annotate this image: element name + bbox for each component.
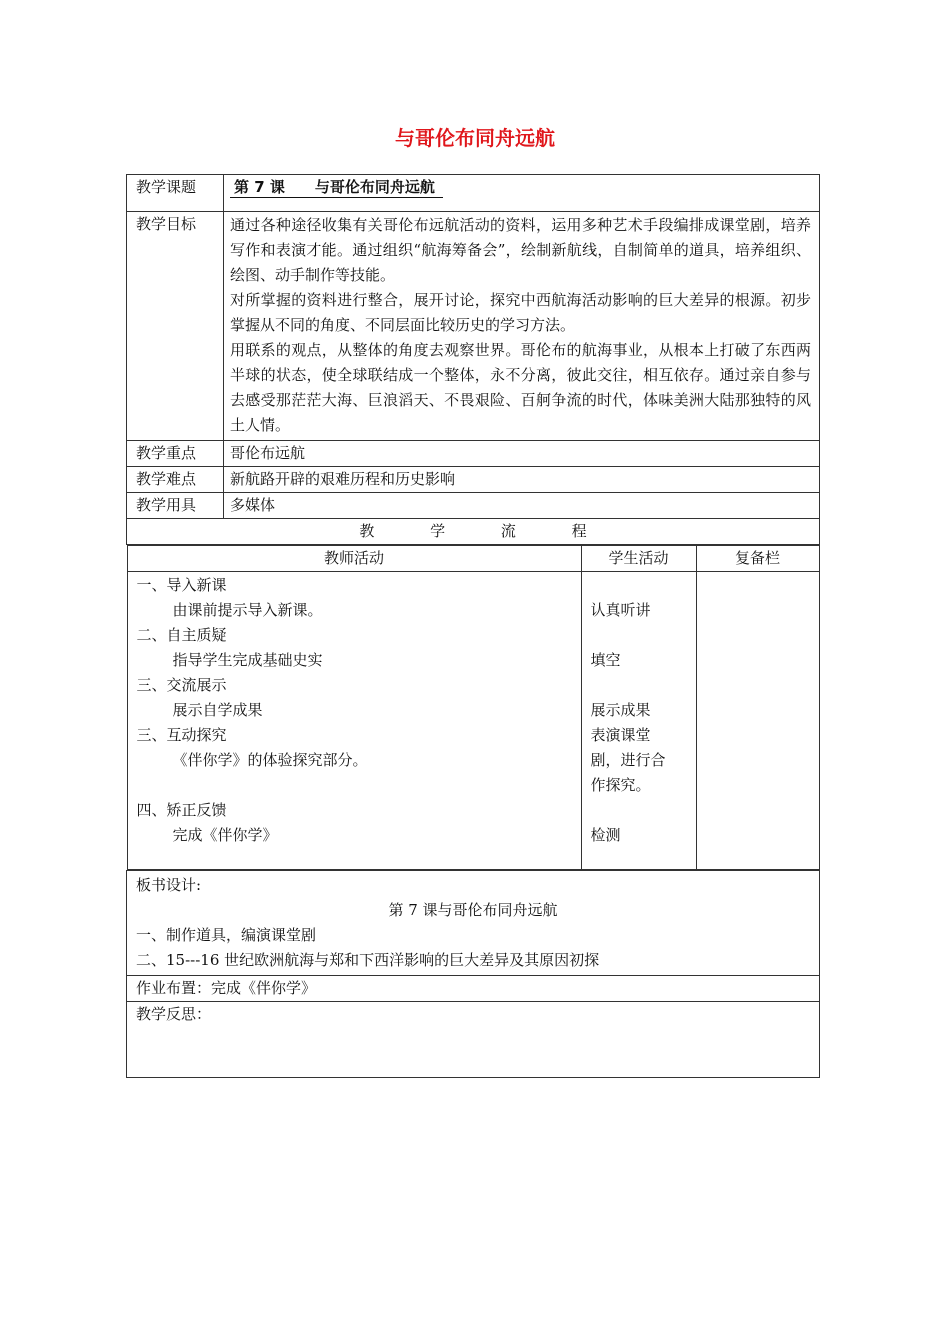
flow-content-row [127, 572, 819, 870]
student-item: 填空 [590, 651, 621, 669]
lesson-name: 与哥伦布同舟远航 [314, 178, 435, 196]
student-item: 检测 [590, 826, 621, 844]
flow-header-row [127, 546, 819, 572]
step-detail: 指导学生完成基础史实 [172, 651, 323, 669]
student-item: 展示成果 [590, 701, 651, 719]
topic-label: 教学课题 [127, 175, 224, 212]
review-column [696, 572, 819, 870]
difficulty-value: 新航路开辟的艰难历程和历史影响 [224, 467, 820, 493]
flow-heading-char: 程 [571, 522, 587, 540]
step-title: 三、互动探究 [136, 726, 227, 744]
topic-value [224, 175, 820, 212]
student-item: 作探究。 [590, 776, 651, 794]
difficulty-row [127, 467, 820, 493]
homework: 作业布置：完成《伴你学》 [127, 976, 820, 1002]
step-detail: 《伴你学》的体验探究部分。 [172, 751, 368, 769]
flow-container [127, 545, 820, 871]
step-detail: 完成《伴你学》 [172, 826, 278, 844]
goal-paragraph: 用联系的观点，从整体的角度去观察世界。哥伦布的航海事业，从根本上打破了东西两半球的状态，使全球联结成一个整体，永不分离，彼此交往，相互依存。通过亲自参与去感受那茫茫大海、巨浪滔天、不畏艰险、百舸争流的时代，体味美洲大陆那独特的风土人情。 [230, 341, 811, 434]
difficulty-label: 教学难点 [127, 467, 224, 493]
step-title: 四、矫正反馈 [136, 801, 227, 819]
key-label: 教学重点 [127, 441, 224, 467]
teacher-column-header: 教师活动 [127, 546, 581, 572]
page-title: 与哥伦布同舟远航 [395, 126, 555, 150]
flow-heading-char: 教 [359, 522, 375, 540]
flow-heading-char: 流 [500, 522, 516, 540]
flow-heading-row [127, 519, 820, 545]
goals-row [127, 212, 820, 441]
board-item: 二、15---16 世纪欧洲航海与郑和下西洋影响的巨大差异及其原因初探 [136, 951, 600, 969]
homework-row [127, 976, 820, 1002]
step-detail: 由课前提示导入新课。 [172, 601, 323, 619]
student-item: 认真听讲 [590, 601, 651, 619]
student-activities [581, 572, 696, 870]
flow-heading [127, 519, 820, 545]
review-column-header: 复备栏 [696, 546, 819, 572]
tools-row [127, 493, 820, 519]
board-row [127, 871, 820, 976]
step-title: 一、导入新课 [136, 576, 227, 594]
tools-label: 教学用具 [127, 493, 224, 519]
board-title: 第 7 课与哥伦布同舟远航 [388, 901, 558, 919]
reflection: 教学反思： [127, 1002, 820, 1078]
goal-paragraph: 对所掌握的资料进行整合，展开讨论，探究中西航海活动影响的巨大差异的根源。初步掌握从不同的角度、不同层面比较历史的学习方法。 [230, 291, 811, 334]
step-detail: 展示自学成果 [172, 701, 263, 719]
key-row [127, 441, 820, 467]
flow-table [127, 545, 820, 870]
board-item: 一、制作道具，编演课堂剧 [136, 926, 317, 944]
lesson-plan-table [126, 174, 820, 1078]
flow-heading-char: 学 [430, 522, 446, 540]
board-label: 板书设计: [136, 876, 202, 894]
key-value: 哥伦布远航 [224, 441, 820, 467]
topic-row [127, 175, 820, 212]
board-design [127, 871, 820, 976]
student-item: 表演课堂 [590, 726, 651, 744]
step-title: 三、交流展示 [136, 676, 227, 694]
tools-value: 多媒体 [224, 493, 820, 519]
step-title: 二、自主质疑 [136, 626, 227, 644]
goals-content [224, 212, 820, 441]
flow-row [127, 545, 820, 871]
student-column-header: 学生活动 [581, 546, 696, 572]
student-item: 剧，进行合 [590, 751, 666, 769]
reflection-row [127, 1002, 820, 1078]
goals-label: 教学目标 [127, 212, 224, 441]
goal-paragraph: 通过各种途径收集有关哥伦布远航活动的资料，运用多种艺术手段编排成课堂剧，培养写作和表演才能。通过组织“航海筹备会”，绘制新航线，自制简单的道具，培养组织、绘图、动手制作等技能。 [230, 216, 811, 284]
teacher-activities [127, 572, 581, 870]
lesson-number: 第 7 课 [234, 178, 285, 196]
